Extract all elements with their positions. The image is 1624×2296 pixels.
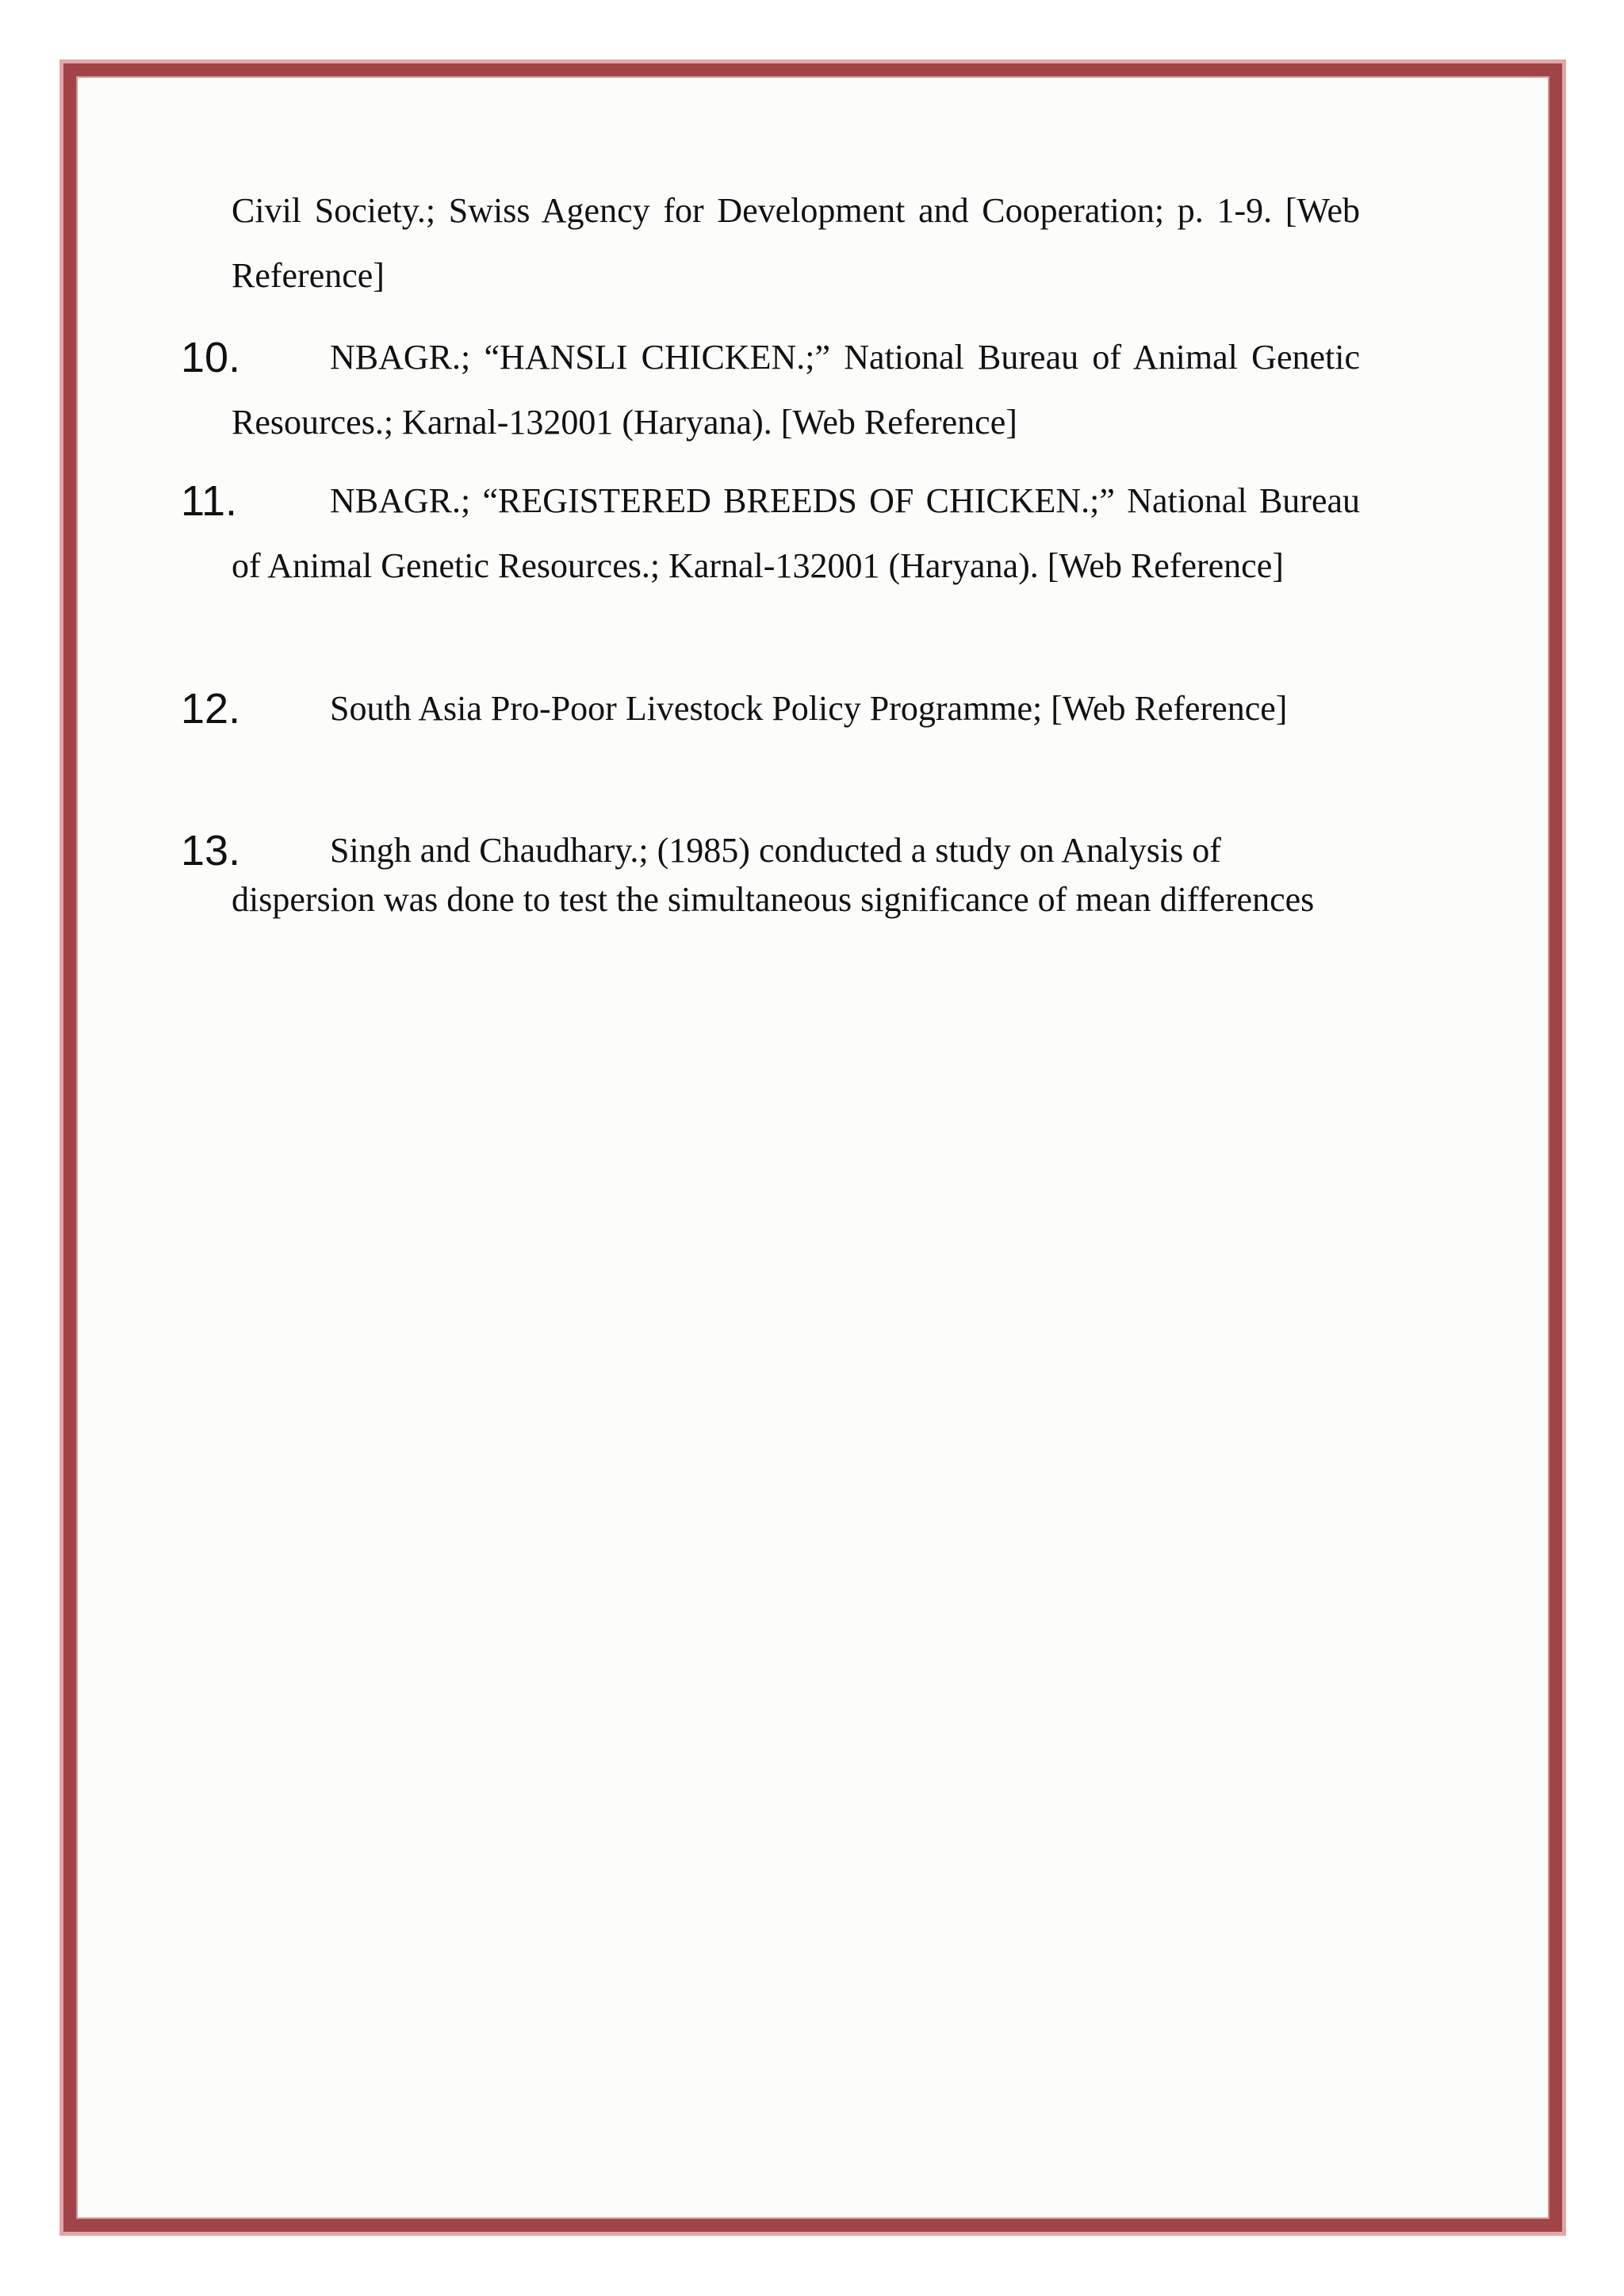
reference-number: 10. bbox=[181, 334, 241, 381]
reference-item-12 bbox=[181, 676, 1360, 741]
reference-text: Singh and Chaudhary.; (1985) conducted a study on Analysis of dispersion was done to test the simultaneous significance of mean differences bbox=[232, 831, 1315, 919]
reference-number: 12. bbox=[181, 685, 241, 733]
reference-number: 13. bbox=[181, 827, 241, 874]
reference-item-10 bbox=[181, 325, 1360, 455]
reference-continuation-text: Civil Society.; Swiss Agency for Development and Cooperation; p. 1-9. [Web Reference] bbox=[232, 191, 1360, 295]
reference-item-11 bbox=[181, 469, 1360, 599]
reference-text: NBAGR.; “HANSLI CHICKEN.;” National Bureau of Animal Genetic Resources.; Karnal-132001 (Haryana). [Web Reference] bbox=[232, 338, 1360, 442]
reference-number: 11. bbox=[181, 477, 238, 525]
reference-item-13 bbox=[181, 818, 1360, 924]
reference-text: NBAGR.; “REGISTERED BREEDS OF CHICKEN.;” National Bureau of Animal Genetic Resources.; Karnal-132001 (Haryana). [Web Reference] bbox=[232, 481, 1360, 585]
reference-text: South Asia Pro-Poor Livestock Policy Programme; [Web Reference] bbox=[330, 689, 1288, 728]
